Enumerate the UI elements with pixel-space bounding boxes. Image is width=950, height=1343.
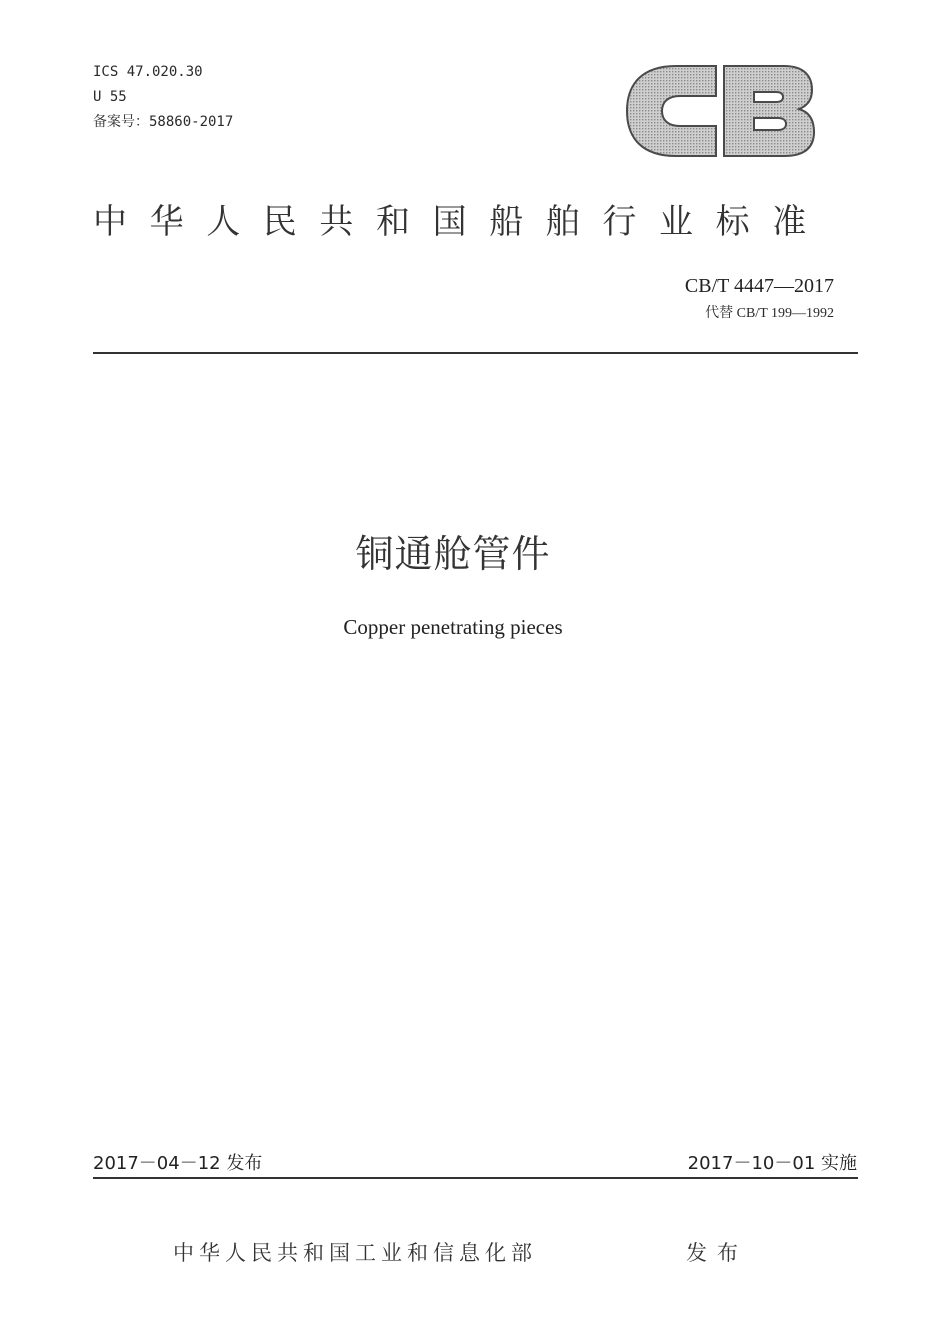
document-title-english: Copper penetrating pieces (343, 615, 563, 639)
ics-code: ICS 47.020.30 (93, 64, 203, 80)
header-divider (93, 352, 858, 354)
record-number: 备案号：58860-2017 (93, 114, 234, 130)
ccs-code: U 55 (93, 89, 127, 105)
footer-divider (93, 1177, 858, 1179)
standard-category-title: 中华人民共和国船舶行业标准 (93, 202, 829, 242)
issue-date: 2017－04－12 发布 (93, 1153, 263, 1174)
publisher-name: 中华人民共和国工业和信息化部 (173, 1241, 537, 1265)
implementation-date: 2017－10－01 实施 (687, 1153, 857, 1174)
publish-label: 发布 (686, 1241, 748, 1265)
cb-logo-icon (624, 62, 816, 160)
document-title-chinese: 铜通舱管件 (355, 532, 551, 576)
replaced-standard: 代替 CB/T 199—1992 (705, 306, 834, 321)
standard-code: CB/T 4447—2017 (684, 275, 834, 297)
